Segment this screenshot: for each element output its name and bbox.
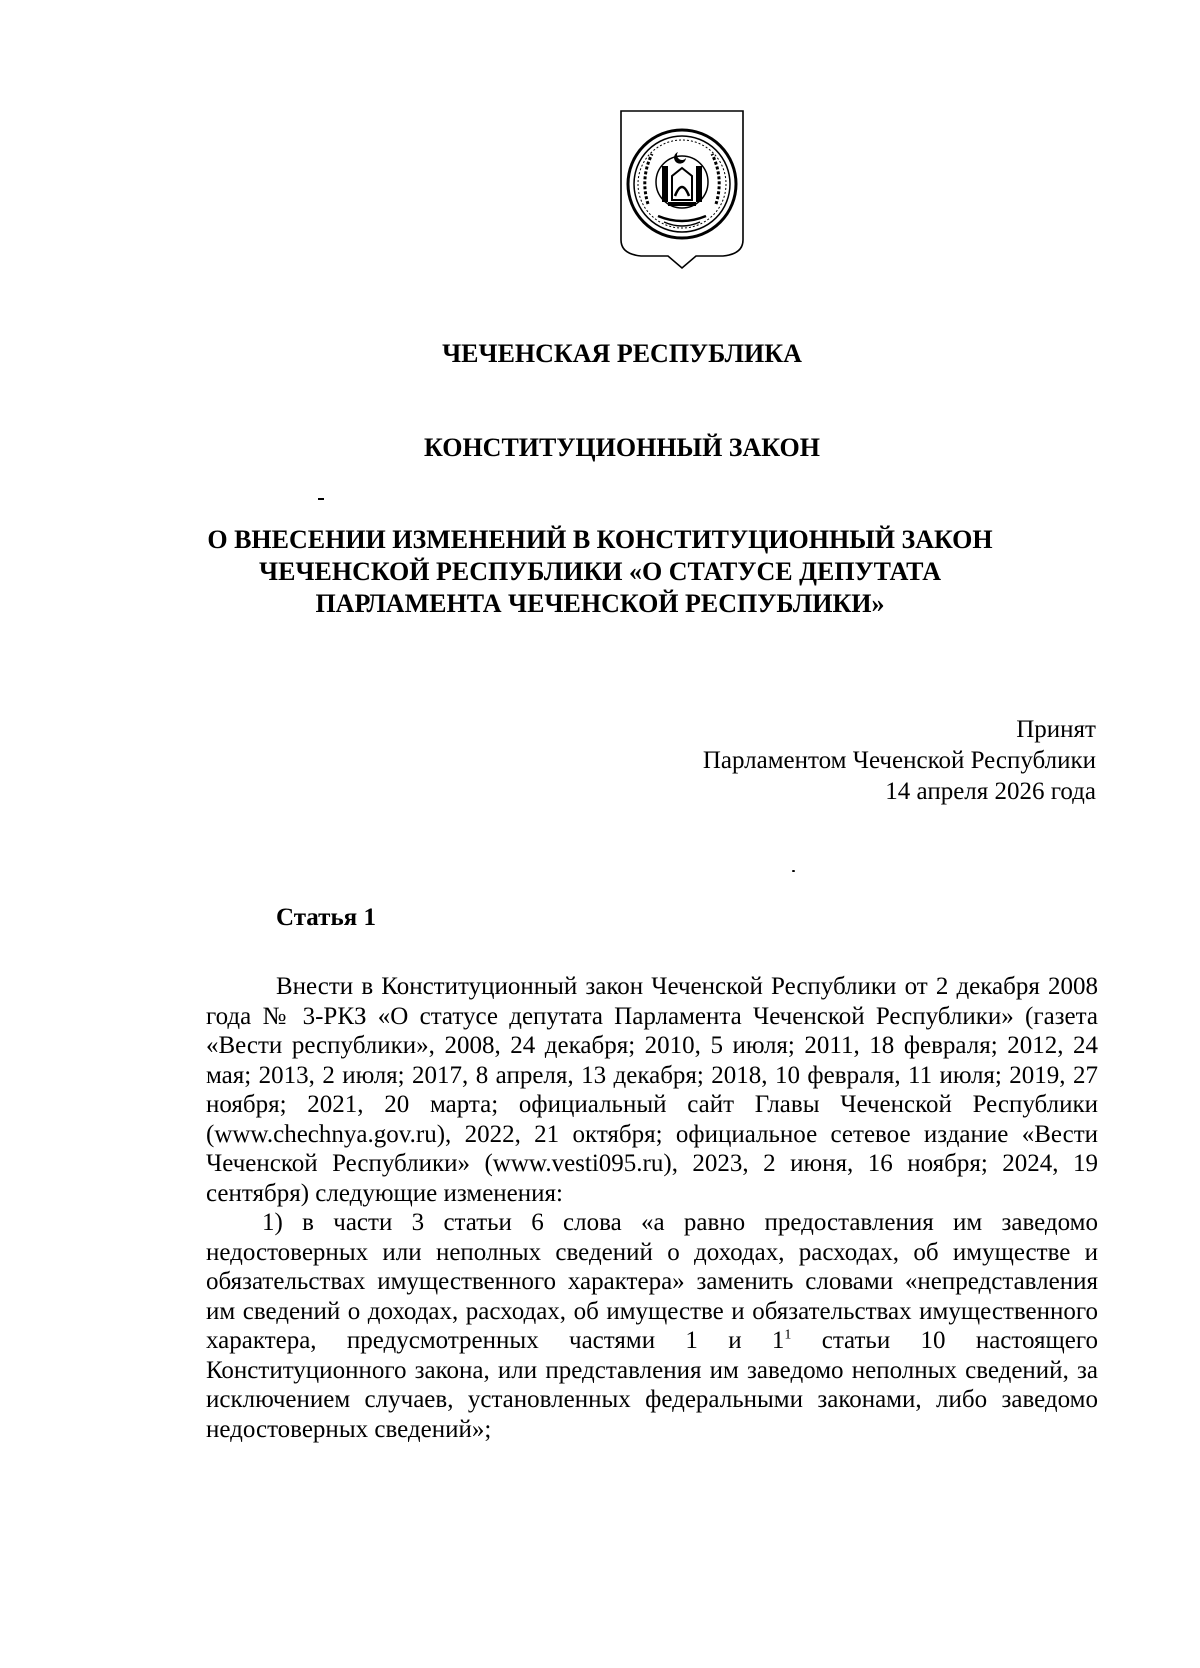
article-title: Статья 1	[276, 904, 376, 931]
article-item-1	[206, 1208, 1098, 1444]
item-1-superscript: 1	[784, 1327, 792, 1343]
law-title	[0, 524, 1200, 620]
adoption-line-2: Парламентом Чеченской Республики	[702, 747, 1096, 774]
law-title-line-3: ПАРЛАМЕНТА ЧЕЧЕНСКОЙ РЕСПУБЛИКИ»	[315, 589, 885, 618]
item-1-text-part-2: статьи 10 настоящего Конституционного закона, или представления им заведомо неполных сведений, за исключением случаев, установленных федеральными законами, либо заведомо недостоверных сведений»;	[206, 1327, 1098, 1443]
adoption-block	[703, 714, 1096, 807]
adoption-date: 14 апреля 2026 года	[885, 778, 1096, 805]
coat-of-arms-graphic	[618, 108, 746, 270]
stray-mark	[318, 498, 324, 500]
law-title-line-2: ЧЕЧЕНСКОЙ РЕСПУБЛИКИ «О СТАТУСЕ ДЕПУТАТА	[259, 557, 941, 586]
coat-of-arms-icon	[618, 108, 746, 270]
article-body	[206, 972, 1098, 1444]
adoption-line-1: Принят	[1016, 716, 1096, 743]
republic-heading: ЧЕЧЕНСКАЯ РЕСПУБЛИКА	[442, 339, 802, 368]
article-intro-paragraph: Внести в Конституционный закон Чеченской Республики от 2 декабря 2008 года № 3-РКЗ «О статусе депутата Парламента Чеченской Республики» (газета «Вести республики», 2008, 24 декабря; 2010, 5 июля; 2011, 18 февраля; 2012, 24 мая; 2013, 2 июля; 2017, 8 апреля, 13 декабря; 2018, 10 февраля, 11 июля; 2019, 27 ноября; 2021, 20 марта; официальный сайт Главы Чеченской Республики (www.chechnya.gov.ru), 2022, 21 октября; официальное сетевое издание «Вести Чеченской Республики» (www.vesti095.ru), 2023, 2 июня, 16 ноября; 2024, 19 сентября) следующие изменения:	[206, 973, 1098, 1207]
law-title-line-1: О ВНЕСЕНИИ ИЗМЕНЕНИЙ В КОНСТИТУЦИОННЫЙ ЗАКОН	[207, 525, 993, 554]
law-type-heading: КОНСТИТУЦИОННЫЙ ЗАКОН	[424, 433, 820, 462]
item-1-text-part-1: 1) в части 3 статьи 6 слова «а равно предоставления им заведомо недостоверных или неполных сведений о доходах, расходах, об имуществе и обязательствах имущественного характера» заменить словами «непредставления им сведений о доходах, расходах, об имуществе и обязательствах имущественного характера, предусмотренных частями 1 и 1	[206, 1209, 1098, 1354]
scan-speck	[792, 870, 795, 872]
